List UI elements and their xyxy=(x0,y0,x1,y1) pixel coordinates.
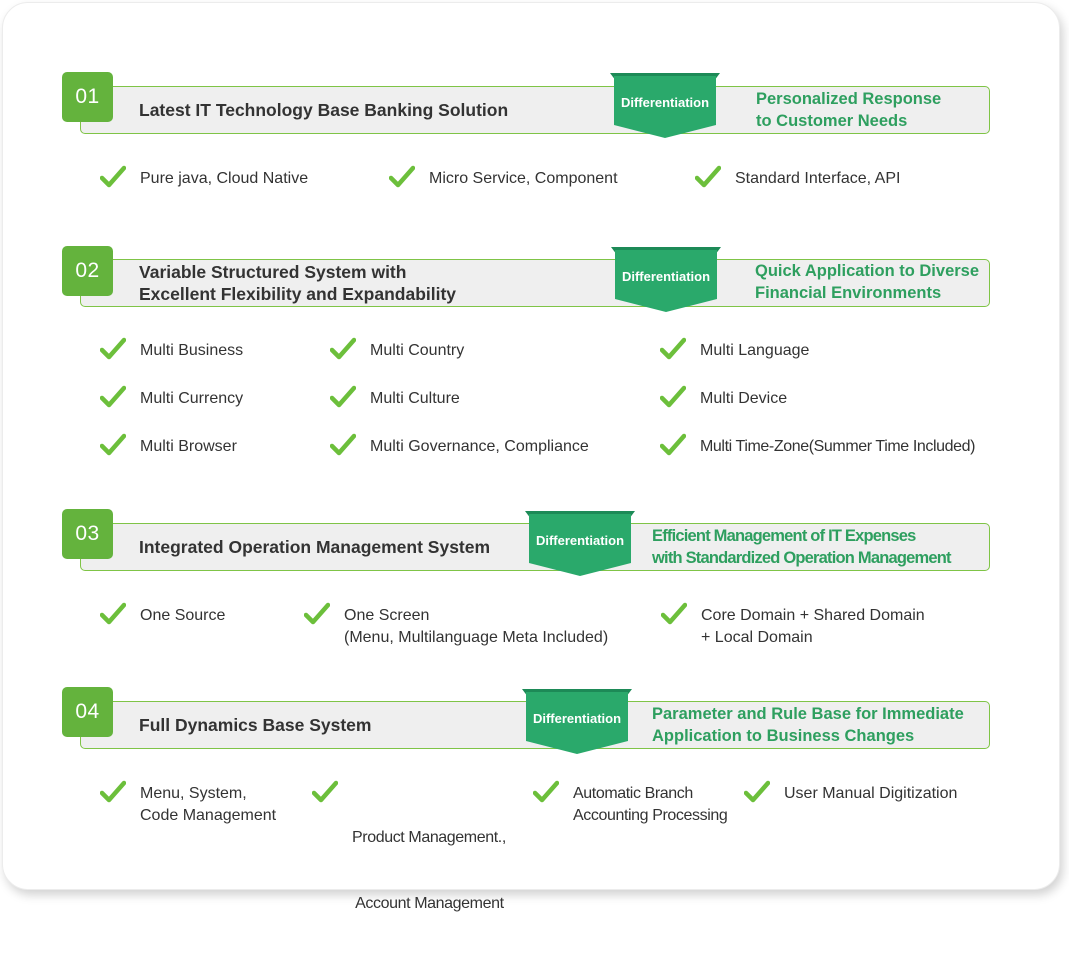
check-icon xyxy=(695,165,721,189)
section-title: Variable Structured System with Excellent Flexibility and Expandability xyxy=(139,262,457,304)
differentiation-badge: Differentiation xyxy=(520,689,634,755)
section-number: 01 xyxy=(62,72,113,122)
section-number: 03 xyxy=(62,509,113,559)
section-number: 04 xyxy=(62,687,113,737)
section-title: Full Dynamics Base System xyxy=(139,715,372,735)
check-icon xyxy=(100,602,126,626)
check-icon xyxy=(660,433,686,457)
differentiation-badge: Differentiation xyxy=(609,247,723,313)
check-icon xyxy=(100,780,126,804)
check-icon xyxy=(330,337,356,361)
section-02: 02 Variable Structured System with Excellent Flexibility and Expandability Differentiation Quick Application to Diverse Financial Environments Multi Business Multi Country Multi Language Multi Currency Multi Culture Multi Device Multi Browser Multi Governance, Compliance Multi Time-Zone(Summer Time Included) xyxy=(0,244,1069,474)
check-icon xyxy=(100,433,126,457)
check-icon xyxy=(304,602,330,626)
check-icon xyxy=(330,433,356,457)
check-icon xyxy=(100,337,126,361)
section-title: Latest IT Technology Base Banking Solution xyxy=(139,100,509,120)
differentiation-badge: Differentiation xyxy=(523,511,637,577)
differentiation-response: Parameter and Rule Base for Immediate Application to Business Changes xyxy=(652,705,964,745)
check-icon xyxy=(330,385,356,409)
check-icon xyxy=(744,780,770,804)
differentiation-response: Quick Application to Diverse Financial Environments xyxy=(755,262,980,302)
check-icon xyxy=(100,165,126,189)
differentiation-response: Efficient Management of IT Expenses with Standardized Operation Management xyxy=(652,527,951,567)
check-icon xyxy=(661,602,687,626)
check-icon xyxy=(100,385,126,409)
check-icon xyxy=(312,780,338,804)
section-number: 02 xyxy=(62,246,113,296)
section-title: Integrated Operation Management System xyxy=(139,537,491,557)
section-04: 04 Full Dynamics Base System Differentiation Parameter and Rule Base for Immediate Application to Business Changes Menu, System, Code Management Product Management., Account Management Automatic Branch Accounting Processing User Manual Digitization xyxy=(0,686,1069,836)
check-icon xyxy=(533,780,559,804)
check-icon xyxy=(660,337,686,361)
check-icon xyxy=(660,385,686,409)
section-03: 03 Integrated Operation Management System Differentiation Efficient Management of IT Expenses with Standardized Operation Management One Source One Screen (Menu, Multilanguage Meta Included) Core Domain + Shared Domain + Local Domain xyxy=(0,508,1069,658)
differentiation-response: Personalized Response to Customer Needs xyxy=(756,90,942,130)
check-icon xyxy=(389,165,415,189)
differentiation-badge: Differentiation xyxy=(608,73,722,139)
section-01: 01 Latest IT Technology Base Banking Solution Differentiation Personalized Response to Customer Needs Pure java, Cloud Native Micro Service, Component Standard Interface, API xyxy=(0,70,1069,220)
